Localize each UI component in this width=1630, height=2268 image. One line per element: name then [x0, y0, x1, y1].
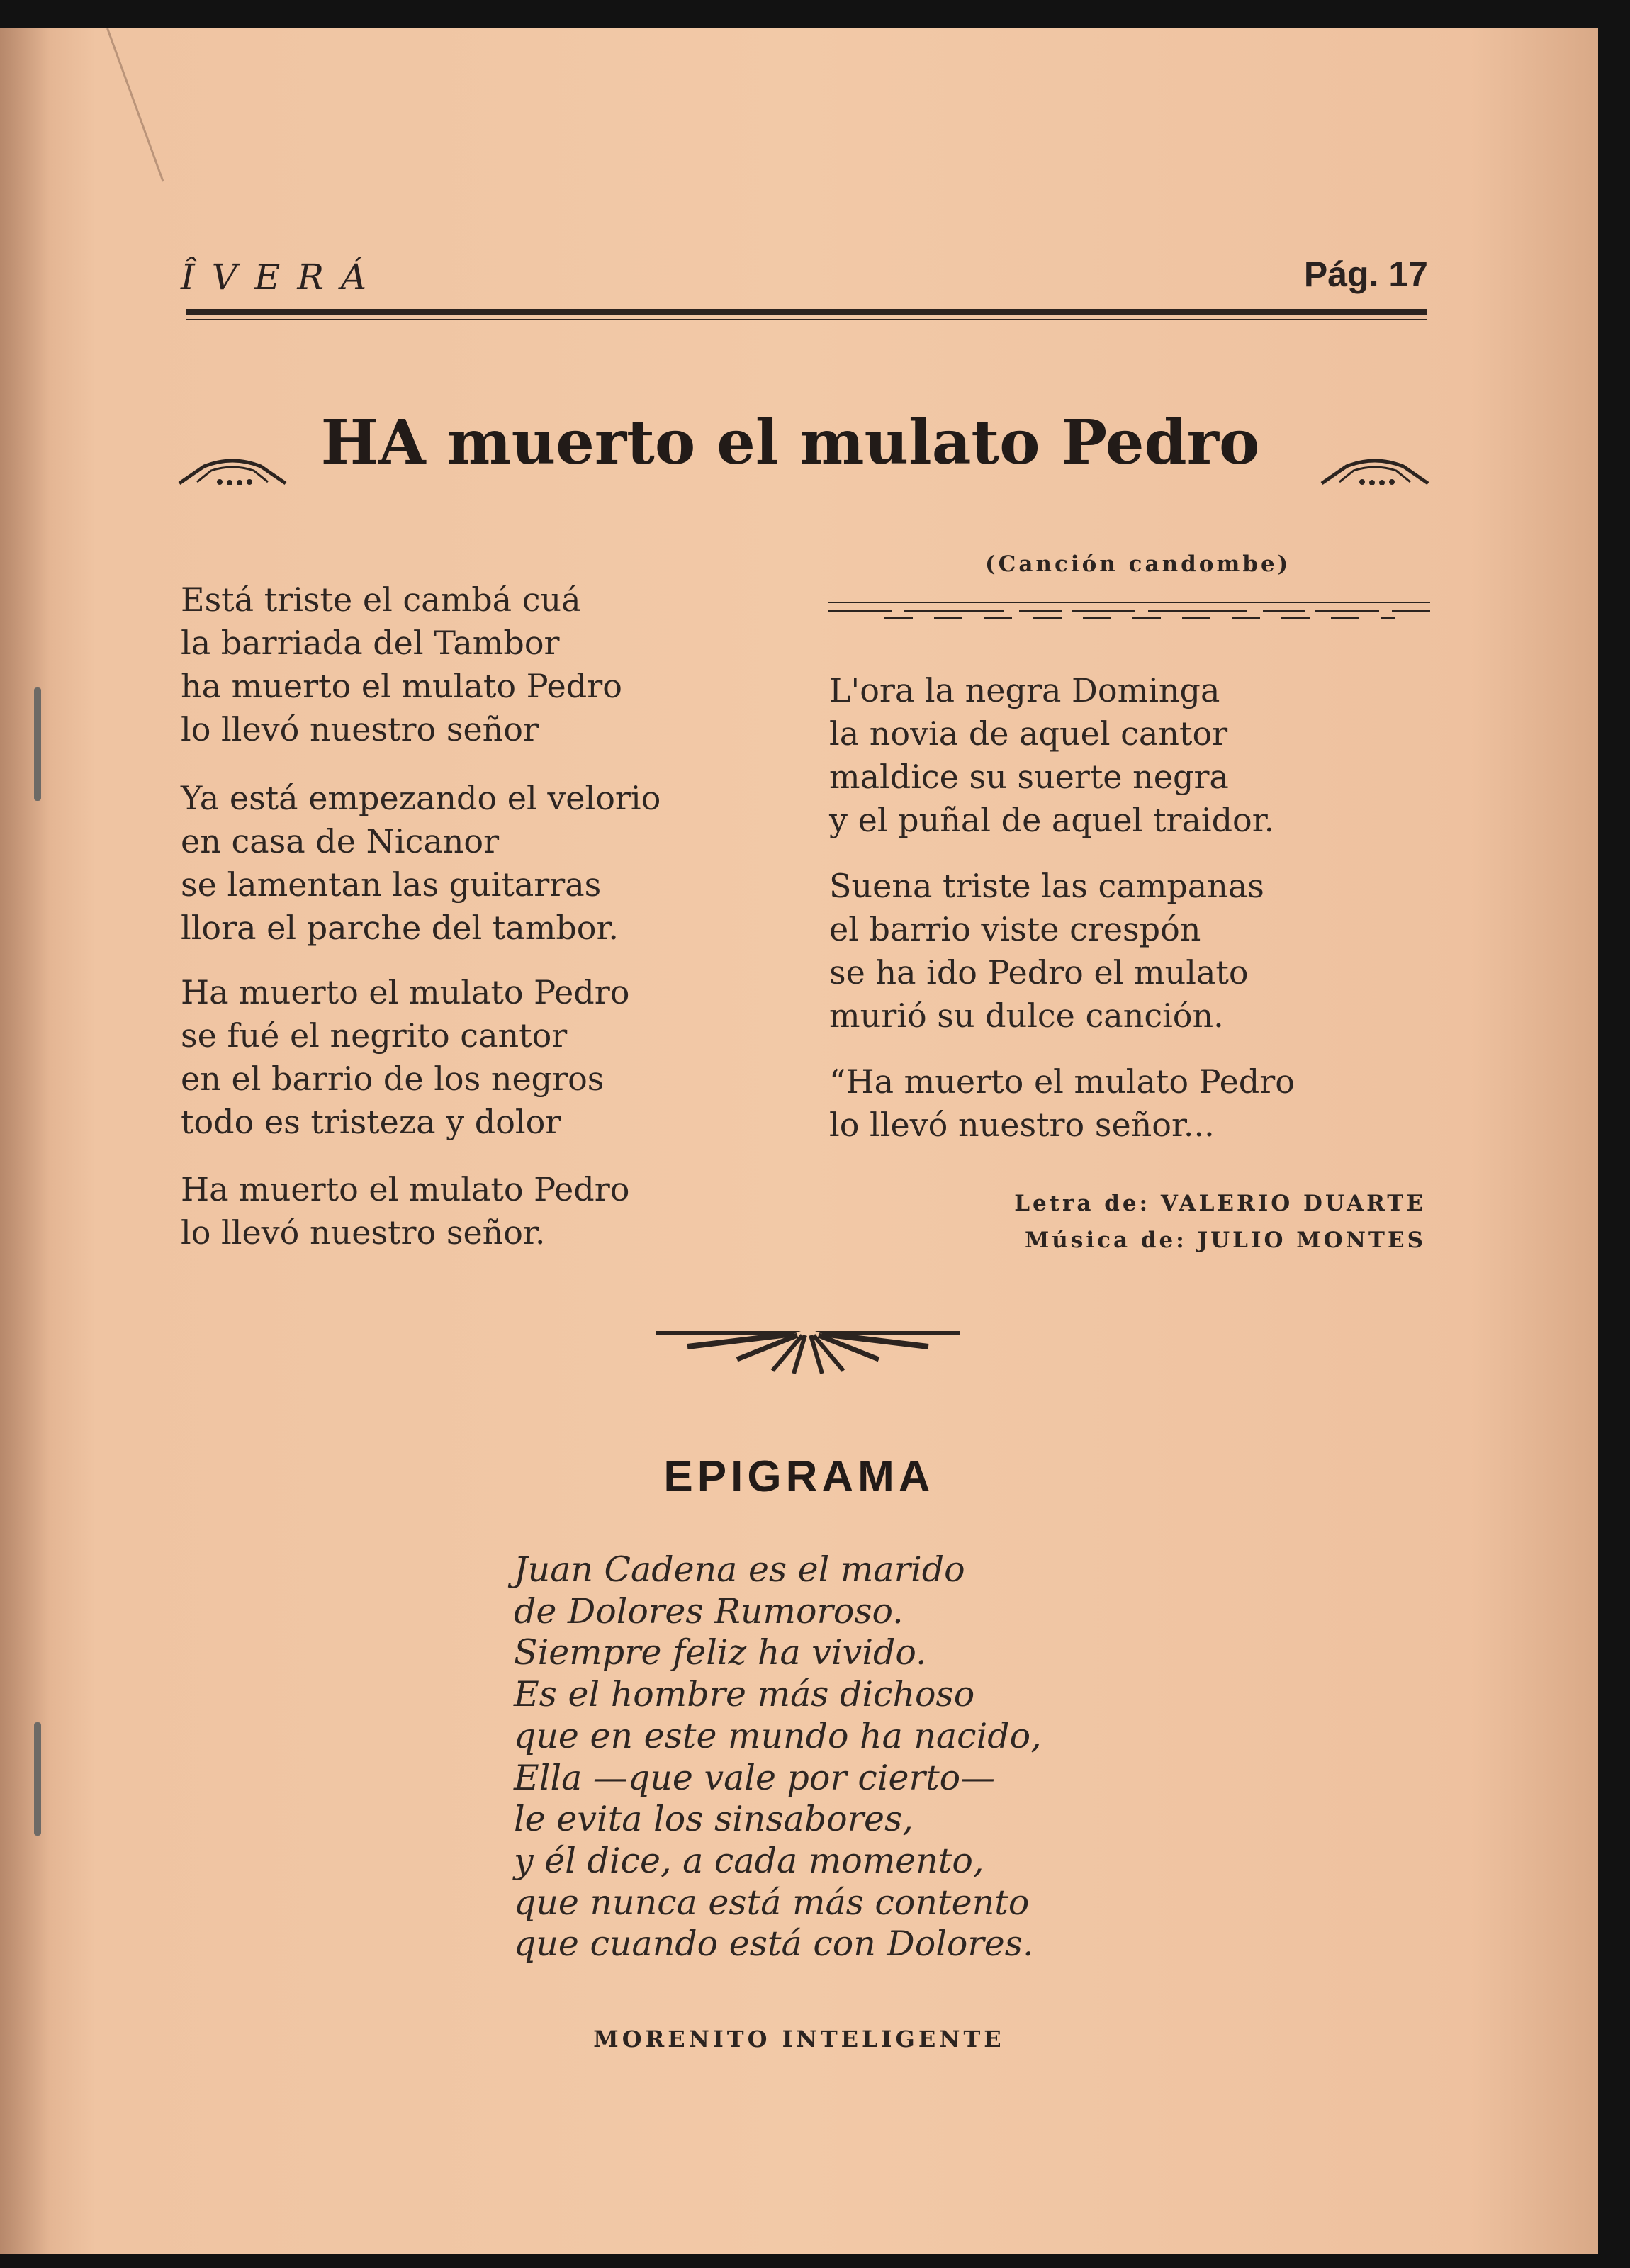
song-stanza-6: Suena triste las campanas el barrio viste crespón se ha ido Pedro el mulato murió su dulce canción. [829, 867, 1264, 1035]
title-ornament-right-icon [1318, 454, 1432, 489]
song-stanza-7: “Ha muerto el mulato Pedro lo llevó nuestro señor... [829, 1062, 1295, 1144]
header-rule-thin [186, 319, 1427, 320]
song-stanza-3: Ha muerto el mulato Pedro se fué el negrito cantor en el barrio de los negros todo es tristeza y dolor [181, 973, 630, 1141]
magazine-name: ÎVERÁ [181, 257, 384, 298]
page-spine-shadow [0, 28, 50, 2254]
page-number: Pág. 17 [1303, 254, 1428, 294]
song-stanza-1: Está triste el cambá cuá la barriada del Tambor ha muerto el mulato Pedro lo llevó nuestro señor [181, 580, 622, 748]
epigram-author: MORENITO INTELIGENTE [593, 2026, 1005, 2053]
epigram-text: Juan Cadena es el marido de Dolores Rumoroso. Siempre feliz ha vivido. Es el hombre más dichoso que en este mundo ha nacido, Ella —que vale por cierto— le evita los sinsabores, y él dice, a cada momento, que nunca está más contento que cuando está con Dolores. [514, 1549, 1042, 1965]
crease-line [106, 28, 164, 182]
song-stanza-4: Ha muerto el mulato Pedro lo llevó nuestro señor. [181, 1170, 630, 1252]
music-credit: Música de: JULIO MONTES [1024, 1228, 1426, 1253]
title-ornament-left-icon [176, 454, 289, 489]
subtitle-divider [828, 595, 1430, 624]
song-stanza-5: L'ora la negra Dominga la novia de aquel cantor maldice su suerte negra y el puñal de aquel traidor. [829, 671, 1275, 839]
magazine-page [0, 28, 1598, 2254]
song-stanza-2: Ya está empezando el velorio en casa de Nicanor se lamentan las guitarras llora el parche del tambor. [181, 779, 661, 947]
epigram-title: EPIGRAMA [663, 1452, 935, 1501]
header-rule-thick [186, 309, 1427, 315]
song-title: HA muerto el mulato Pedro [320, 407, 1260, 478]
staple-top [34, 687, 41, 801]
page-header [181, 254, 1428, 299]
staple-bottom [34, 1722, 41, 1836]
fan-divider-icon [652, 1323, 964, 1379]
lyrics-credit: Letra de: VALERIO DUARTE [1014, 1191, 1426, 1216]
song-subtitle: (Canción candombe) [985, 551, 1291, 577]
